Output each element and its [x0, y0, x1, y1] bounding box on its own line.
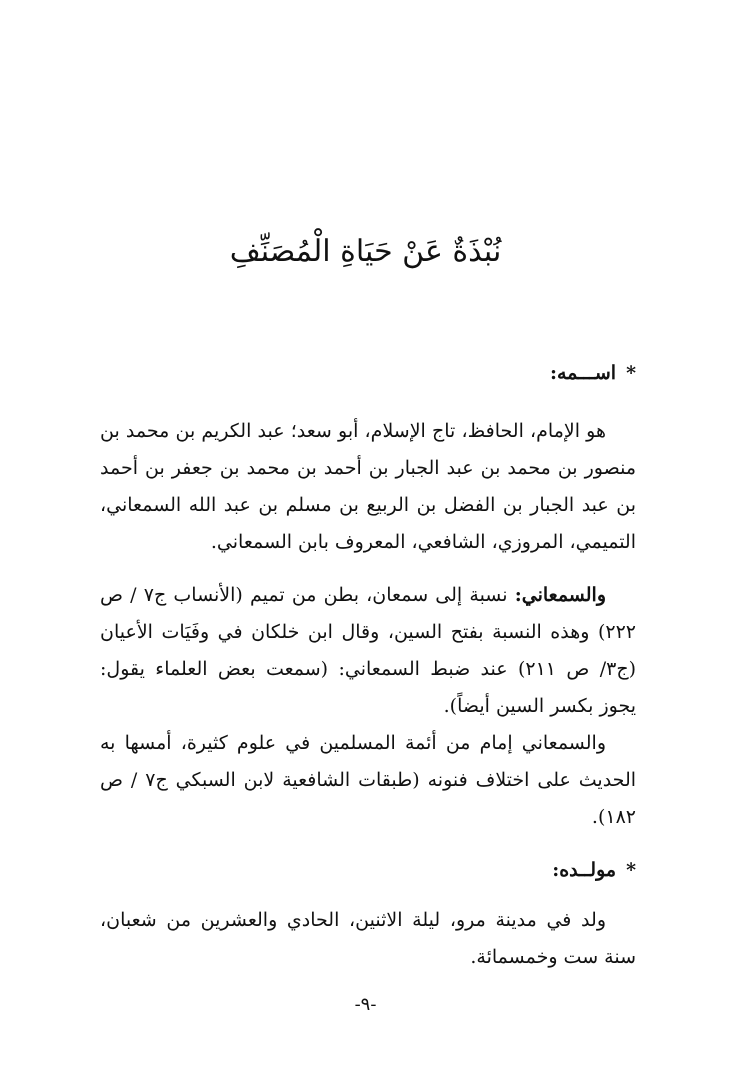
samani-note-paragraph	[100, 577, 636, 725]
samani-imam-text: والسمعاني إمام من أئمة المسلمين في علوم كثيرة، أمسها به الحديث على اختلاف فنونه (طبقات الشافعية لابن السبكي ج٧ / ص ١٨٢).	[100, 732, 637, 828]
section-heading-name	[550, 358, 636, 388]
page-title: نُبْذَةٌ عَنْ حَيَاةِ الْمُصَنِّفِ	[229, 234, 502, 269]
section-heading-birth	[552, 855, 636, 885]
samani-note-lead: والسمعاني:	[514, 584, 607, 606]
name-paragraph-text: هو الإمام، الحافظ، تاج الإسلام، أبو سعد؛ عبد الكريم بن محمد بن منصور بن محمد بن عبد الجبار بن أحمد بن محمد بن جعفر بن أحمد بن عبد الجبار بن الفضل بن الربيع بن مسلم بن عبد الله السمعاني، التميمي، المروزي، الشافعي، المعروف بابن السمعاني.	[100, 420, 636, 553]
heading-star-marker: *	[626, 859, 636, 881]
name-paragraph	[100, 413, 636, 561]
heading-star-marker: *	[626, 362, 636, 384]
samani-imam-paragraph	[100, 725, 636, 836]
section-heading-name-label: اســـمه:	[549, 362, 617, 384]
samani-note-text: نسبة إلى سمعان، بطن من تميم (الأنساب ج٧ / ص ٢٢٢) وهذه النسبة بفتح السين، وقال ابن خلكان في وفَيَات الأعيان (ج٣/ ص ٢١١) عند ضبط السمعاني: (سمعت بعض العلماء يقول: يجوز بكسر السين أيضاً).	[100, 584, 637, 717]
page-number: -٩-	[354, 994, 377, 1015]
birth-paragraph-text: ولد في مدينة مرو، ليلة الاثنين، الحادي والعشرين من شعبان، سنة ست وخمسمائة.	[100, 909, 636, 968]
birth-paragraph	[100, 902, 636, 976]
section-heading-birth-label: مولــده:	[552, 859, 617, 881]
